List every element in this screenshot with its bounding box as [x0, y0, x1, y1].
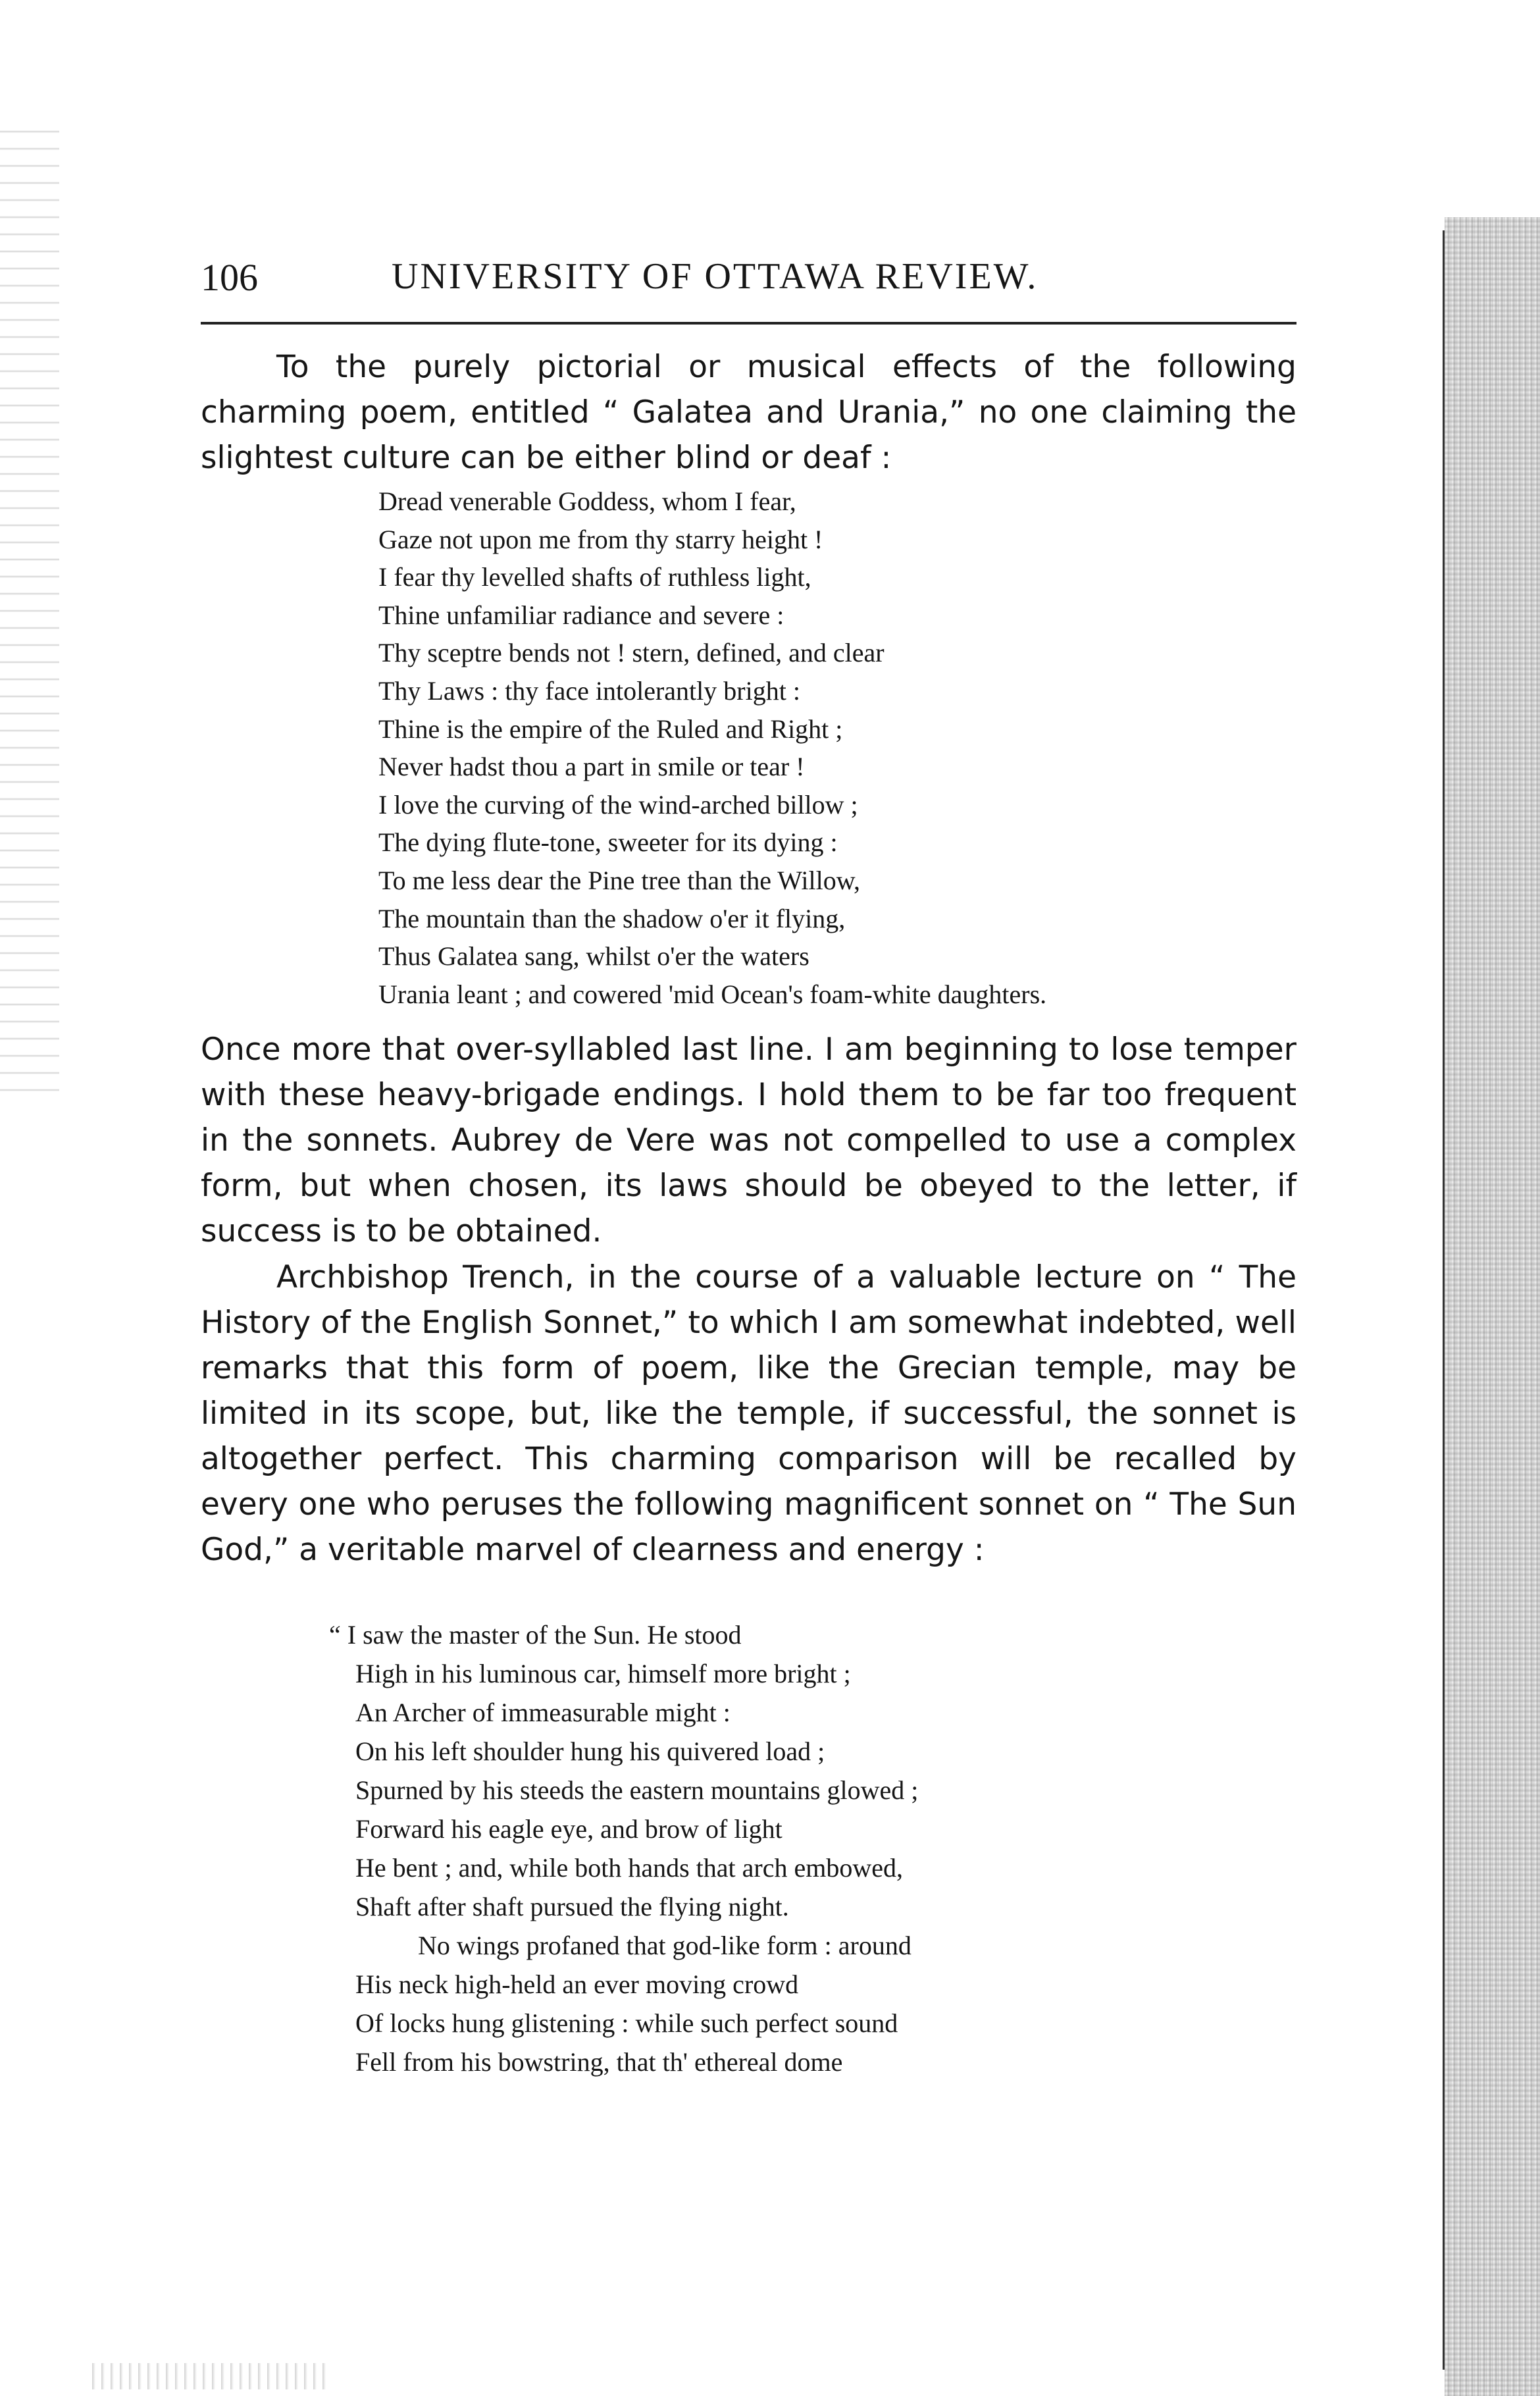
poem-line: To me less dear the Pine tree than the Willow, [378, 865, 861, 895]
poem-line: Shaft after shaft pursued the flying night. [355, 1892, 789, 1921]
poem-line: Dread venerable Goddess, whom I fear, [378, 486, 796, 516]
paragraph-commentary: Once more that over-syllabled last line. I am beginning to lose temper with these heavy-brigade endings. I hold them to be far too frequent in the sonnets. Aubrey de Vere was not compelled to use a complex form, but when chosen, its laws should be obeyed to the letter, if success is to be obtained. [201, 1031, 1296, 1249]
poem-the-sun-god [329, 1615, 919, 2081]
poem-line: Thy sceptre bends not ! stern, defined, and clear [378, 638, 885, 668]
poem-line: Fell from his bowstring, that th' ethereal dome [355, 2047, 843, 2077]
scan-edge-right [1445, 217, 1540, 2396]
poem-line: Thine unfamiliar radiance and severe : [378, 600, 784, 630]
poem-line: Forward his eagle eye, and brow of light [355, 1814, 783, 1844]
header-rule [201, 322, 1296, 325]
poem-line: I love the curving of the wind-arched billow ; [378, 789, 858, 820]
poem-line: High in his luminous car, himself more bright ; [355, 1659, 851, 1688]
running-head: UNIVERSITY OF OTTAWA REVIEW. [392, 256, 1039, 297]
poem-line: On his left shoulder hung his quivered load ; [355, 1736, 825, 1766]
scan-edge-bottom [92, 2363, 329, 2389]
poem-line: The mountain than the shadow o'er it flying, [378, 903, 846, 933]
poem-line: An Archer of immeasurable might : [355, 1698, 731, 1727]
poem-line: He bent ; and, while both hands that arch embowed, [355, 1853, 903, 1883]
poem-line: The dying flute-tone, sweeter for its dying : [378, 827, 838, 858]
paragraph-trench: Archbishop Trench, in the course of a valuable lecture on “ The History of the English Sonnet,” to which I am somewhat indebted, well remarks that this form of poem, like the Grecian temple, may be limited in its scope, but, like the temple, if successful, the sonnet is altogether perfect. This charming comparison will be recalled by every one who peruses the following magnificent sonnet on “ The Sun God,” a veritable marvel of clearness and energy : [201, 1259, 1296, 1568]
poem-line: Gaze not upon me from thy starry height ! [378, 524, 823, 554]
poem-line: No wings profaned that god-like form : around [418, 1931, 911, 1960]
scan-edge-left [0, 118, 59, 1106]
poem-galatea-and-urania [378, 482, 1046, 1013]
poem-line: Thus Galatea sang, whilst o'er the waters [378, 941, 809, 972]
poem-line: Thy Laws : thy face intolerantly bright : [378, 675, 800, 706]
poem-line: Never hadst thou a part in smile or tear ! [378, 752, 805, 782]
poem-line: Urania leant ; and cowered 'mid Ocean's foam-white daughters. [378, 979, 1047, 1009]
poem-line: Thine is the empire of the Ruled and Right ; [378, 714, 843, 744]
page-header [201, 255, 1296, 308]
page-number: 106 [201, 256, 258, 299]
poem-line: Spurned by his steeds the eastern mountains glowed ; [355, 1775, 919, 1805]
scan-edge-line [1443, 230, 1445, 2370]
poem-line: Of locks hung glistening : while such perfect sound [355, 2008, 898, 2038]
poem-line: I fear thy levelled shafts of ruthless light, [378, 562, 811, 592]
poem-line: His neck high-held an ever moving crowd [355, 1969, 799, 1999]
paragraph-intro: To the purely pictorial or musical effects of the following charming poem, entitled “ Galatea and Urania,” no one claiming the slightest culture can be either blind or deaf : [201, 349, 1296, 476]
poem-line: “ I saw the master of the Sun. He stood [329, 1620, 742, 1650]
